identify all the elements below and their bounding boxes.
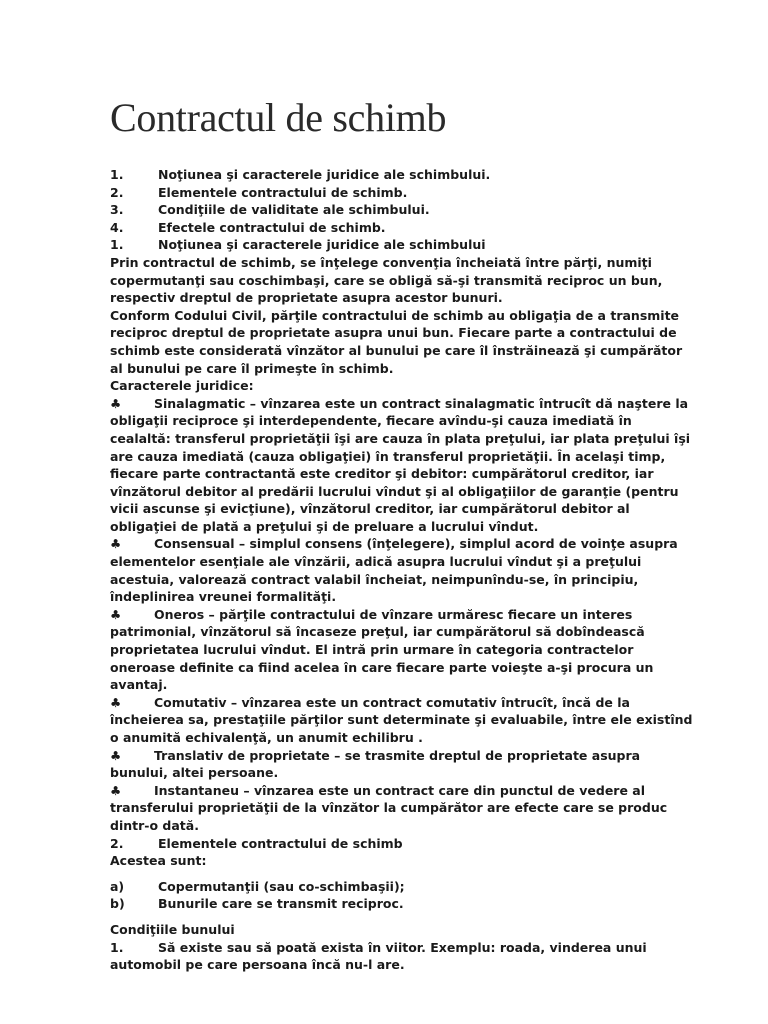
text-line xyxy=(110,956,710,974)
list-label: a) xyxy=(110,878,125,894)
text-line xyxy=(110,571,710,589)
bullet-text: Sinalagmatic – vînzarea este un contract sinalagmatic întrucît dă naştere la xyxy=(154,395,689,411)
bullet-list xyxy=(110,395,710,835)
bullet-item xyxy=(110,606,710,694)
bullet-item xyxy=(110,395,710,536)
text-line: reciproc dreptul de proprietate asupra unui bun. Fiecare parte a contractului de xyxy=(110,325,677,341)
toc-text: Noţiunea şi caracterele juridice ale schimbului. xyxy=(158,167,491,182)
text-line xyxy=(110,518,710,536)
text-line: Prin contractul de schimb, se înţelege convenţia încheiată între părţi, numiţi xyxy=(110,254,652,270)
text-line xyxy=(110,764,710,782)
text-line xyxy=(110,817,710,835)
text-line xyxy=(110,782,710,800)
toc-number: 3. xyxy=(110,202,124,218)
bullet-text: patrimonial, vînzătorul să încaseze preţul, iar cumpărătorul să dobîndească xyxy=(110,624,645,640)
toc-item xyxy=(110,184,710,202)
list-label: b) xyxy=(110,896,125,912)
list-item xyxy=(110,895,710,913)
bullet-text: acestuia, valorează contract valabil încheiat, neimpunîndu-se, în principiu, xyxy=(110,571,639,587)
bullet-text: Oneros – părţile contractului de vînzare urmăresc fiecare un interes xyxy=(154,606,633,622)
item-text: Să existe sau să poată exista în viitor. Exemplu: roada, vinderea unui xyxy=(158,939,647,955)
section-title: Elementele contractului de schimb xyxy=(158,835,403,851)
text-line xyxy=(110,430,710,448)
document-title: Contractul de schimb xyxy=(110,95,447,140)
subheading-conditii: Condiţiile bunului xyxy=(110,921,235,937)
bullet-text: o anumită echivalenţă, un anumit echilibru . xyxy=(110,730,423,745)
table-of-contents xyxy=(110,166,710,236)
text-line: al bunului pe care îl primeşte în schimb. xyxy=(110,360,394,376)
bullet-text: proprietatea lucrului vîndut. El intră prin urmare în categoria contractelor xyxy=(110,642,634,658)
club-bullet-icon: ♣ xyxy=(110,536,122,552)
toc-number: 4. xyxy=(110,219,124,235)
toc-item xyxy=(110,219,710,237)
club-bullet-icon: ♣ xyxy=(110,747,122,763)
toc-text: Condiţiile de validitate ale schimbului. xyxy=(158,202,430,218)
section-heading xyxy=(110,236,710,254)
toc-item xyxy=(110,166,710,184)
bullet-text: dintr-o dată. xyxy=(110,817,199,833)
text-line xyxy=(110,623,710,641)
bullet-item xyxy=(110,694,710,747)
bullet-text: Comutativ – vînzarea este un contract comutativ întrucît, încă de la xyxy=(154,694,630,710)
text-line xyxy=(110,799,710,817)
item-number: 1. xyxy=(110,939,124,955)
list-text: Copermutanţii (sau co-schimbaşii); xyxy=(158,878,405,894)
text-line xyxy=(110,483,710,501)
bullet-text: fiecare parte contractantă este creditor şi debitor: cumpărătorul creditor, iar xyxy=(110,466,654,482)
text-line xyxy=(110,939,710,957)
list-item xyxy=(110,878,710,896)
paragraph-civil-code xyxy=(110,307,710,377)
club-bullet-icon: ♣ xyxy=(110,606,122,622)
bullet-item xyxy=(110,535,710,605)
text-line: respectiv dreptul de proprietate asupra acestor bunuri. xyxy=(110,290,503,306)
bullet-text: transferului proprietăţii de la vînzător la cumpărător are efecte care se produc xyxy=(110,800,668,816)
text-line: schimb este considerată vînzător al bunului pe care îl înstrăinează şi cumpărător xyxy=(110,342,683,358)
bullet-text: încheierea sa, prestaţiile părţilor sunt determinate şi evaluabile, între ele existînd xyxy=(110,712,693,728)
bullet-item xyxy=(110,782,710,835)
spacer xyxy=(110,913,710,921)
bullet-text: obligaţii reciproce şi interdependente, fiecare avîndu-şi cauza imediată în xyxy=(110,413,632,429)
list-text: Bunurile care se transmit reciproc. xyxy=(158,896,404,912)
text-line xyxy=(110,676,710,694)
text-line xyxy=(110,659,710,677)
section-number: 2. xyxy=(110,835,124,851)
text-line xyxy=(110,641,710,659)
section-heading xyxy=(110,835,710,853)
item-text: automobil pe care persoana încă nu-l are. xyxy=(110,957,405,973)
numbered-item xyxy=(110,939,710,974)
toc-text: Elementele contractului de schimb. xyxy=(158,184,408,200)
text-line xyxy=(110,395,710,413)
section-number: 1. xyxy=(110,237,124,253)
text-line: Conform Codului Civil, părţile contractului de schimb au obligaţia de a transmite xyxy=(110,307,680,323)
bullet-text: Consensual – simplul consens (înţelegere), simplul acord de voinţe asupra xyxy=(154,536,678,552)
bullet-text: vicii ascunse şi evicţiune), vînzătorul creditor, iar cumpărătorul debitor al xyxy=(110,501,630,517)
text-line xyxy=(110,465,710,483)
bullet-text: Instantaneu – vînzarea este un contract care din punctul de vedere al xyxy=(154,782,646,798)
toc-number: 2. xyxy=(110,184,124,200)
bullet-item xyxy=(110,747,710,782)
text-line xyxy=(110,588,710,606)
text-line xyxy=(110,729,710,747)
text-line xyxy=(110,694,710,712)
text-line xyxy=(110,747,710,765)
club-bullet-icon: ♣ xyxy=(110,395,122,411)
toc-item xyxy=(110,201,710,219)
bullet-text: elementelor esenţiale ale vînzării, adică asupra lucrului vîndut şi a preţului xyxy=(110,554,642,570)
text-line xyxy=(110,711,710,729)
text-line: copermutanţi sau coschimbaşi, care se obligă să-şi transmită reciproc un bun, xyxy=(110,272,663,288)
text-line xyxy=(110,448,710,466)
lettered-list xyxy=(110,878,710,913)
text-line xyxy=(110,606,710,624)
paragraph-definition xyxy=(110,254,710,307)
bullet-text: bunului, altei persoane. xyxy=(110,765,279,781)
document-body xyxy=(110,166,710,974)
spacer xyxy=(110,870,710,878)
text-line xyxy=(110,553,710,571)
subheading-caractere: Caracterele juridice: xyxy=(110,378,254,394)
bullet-text: Translativ de proprietate – se trasmite dreptul de proprietate asupra xyxy=(154,747,641,763)
text-line xyxy=(110,535,710,553)
bullet-text: vînzătorul debitor al predării lucrului vîndut şi al obligaţiilor de garanţie (pentru xyxy=(110,483,679,499)
bullet-text: îndeplinirea vreunei formalităţi. xyxy=(110,589,337,605)
bullet-text: avantaj. xyxy=(110,677,168,693)
section-intro: Acestea sunt: xyxy=(110,853,207,869)
bullet-text: are cauza imediată (cauza obligaţiei) în transferul proprietăţii. În acelaşi timp, xyxy=(110,448,666,464)
text-line xyxy=(110,500,710,518)
section-title: Noţiunea şi caracterele juridice ale schimbului xyxy=(158,237,486,253)
bullet-text: obligaţiei de plată a preţului şi de preluare a lucrului vîndut. xyxy=(110,518,539,534)
club-bullet-icon: ♣ xyxy=(110,694,122,710)
text-line xyxy=(110,412,710,430)
club-bullet-icon: ♣ xyxy=(110,782,122,798)
toc-text: Efectele contractului de schimb. xyxy=(158,219,386,235)
bullet-text: oneroase definite ca fiind acelea în care fiecare parte voieşte a-şi procura un xyxy=(110,659,654,675)
bullet-text: cealaltă: transferul proprietăţii îşi are cauza în plata preţului, iar plata preţului îşi xyxy=(110,430,691,446)
toc-number: 1. xyxy=(110,167,124,182)
